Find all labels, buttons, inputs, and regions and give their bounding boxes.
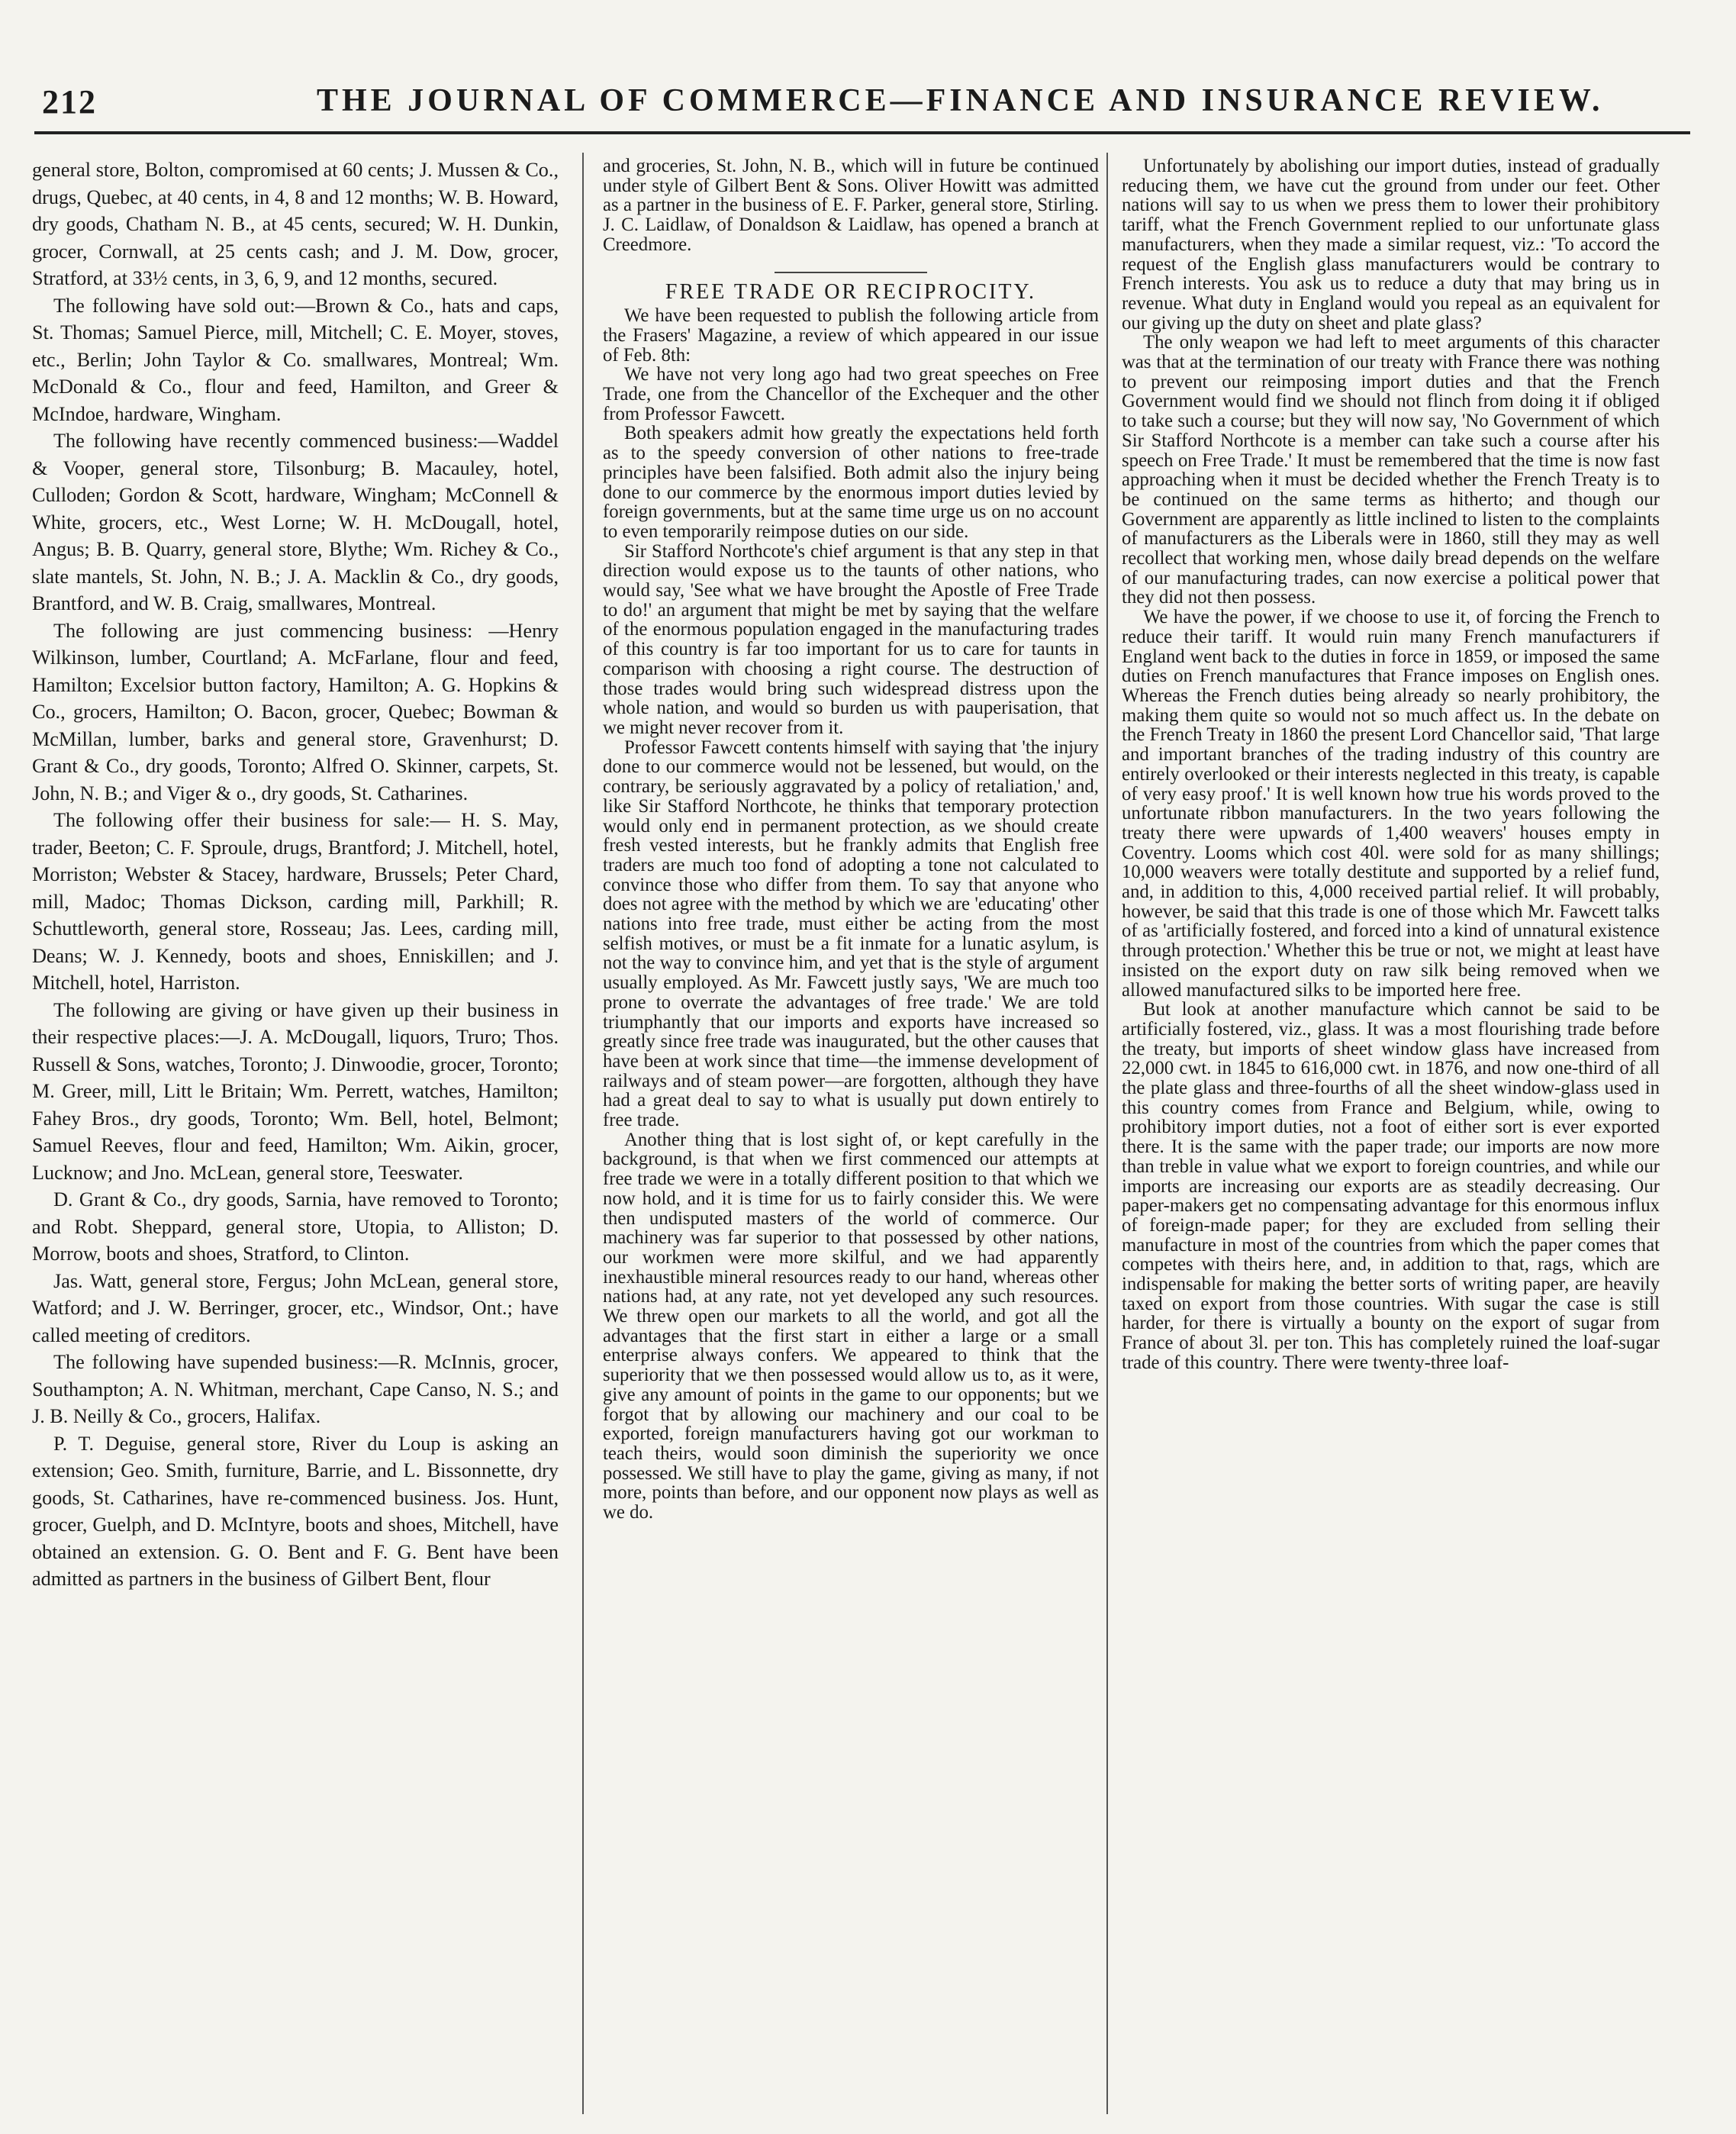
paragraph: D. Grant & Co., dry goods, Sarnia, have removed to Toronto; and Robt. Sheppard, general store, Utopia, to Alliston; D. Morrow, boots and shoes, Stratford, to Clinton. [32, 1188, 559, 1265]
paragraph: Both speakers admit how greatly the expectations held forth as to the speedy conversion of other nations to free-trade principles have been falsified. Both admit also the injury being done to our commerce by the enormous import duties levied by foreign governments, but at the same time urge us on no account to even temporarily reimpose duties on our side. [603, 423, 1099, 542]
header-rule [34, 131, 1690, 134]
paragraph: Unfortunately by abolishing our import duties, instead of gradually reducing them, we have cut the ground from under our feet. Other nations will say to us when we press them to lower their prohibitory tariff, what the French Government replied to our unfortunate glass manufacturers, when they made a similar request, viz.: 'To accord the request of the English glass manufacturers would be contrary to French interests. You ask us to reduce a duty that may bring us in revenue. What duty in England would you repeal as an equivalent for our giving up the duty on sheet and plate glass? [1122, 156, 1660, 334]
column-left [32, 156, 559, 2110]
paragraph: We have been requested to publish the following article from the Frasers' Magazine, a review of which appeared in our issue of Feb. 8th: [603, 305, 1099, 366]
paragraph: We have not very long ago had two great speeches on Free Trade, one from the Chancellor of the Exchequer and the other from Professor Fawcett. [603, 364, 1099, 424]
running-title: THE JOURNAL OF COMMERCE—FINANCE AND INSURANCE REVIEW. [317, 83, 1604, 118]
heading-rule [775, 272, 927, 273]
paragraph: The only weapon we had left to meet arguments of this character was that at the termination of our treaty with France there was nothing to prevent our reimposing import duties and that the French Government would find we should not flinch from doing it if obliged to take such a course; but they will now say, 'No Government of which Sir Stafford Northcote is a member can take such a course after his speech on Free Trade.' It must be remembered that the time is now fast approaching when it must be decided whether the French Treaty is to be continued on the same terms as hitherto; and though our Government are apparently as little inclined to listen to the complaints of manufacturers as the Liberals were in 1860, still they may as well recollect that working men, whose daily bread depends on the welfare of our manufacturing trades, can now exercise a political power that they did not then possess. [1122, 332, 1660, 608]
column-right [1122, 156, 1660, 2110]
page-number: 212 [42, 83, 97, 121]
column-middle [603, 156, 1099, 2110]
paragraph: general store, Bolton, compromised at 60 cents; J. Mussen & Co., drugs, Quebec, at 40 cents, in 4, 8 and 12 months; W. B. Howard, dry goods, Chatham N. B., at 45 cents, secured; W. H. Dunkin, grocer, Cornwall, at 25 cents cash; and J. M. Dow, grocer, Stratford, at 33½ cents, in 3, 6, 9, and 12 months, secured. [32, 159, 559, 289]
paragraph: Sir Stafford Northcote's chief argument is that any step in that direction would expose us to the taunts of other nations, who would say, 'See what we have brought the Apostle of Free Trade to do!' an argument that might be met by saying that the welfare of the enormous population engaged in the manufacturing trades of this country is far too important for us to care for taunts in comparison with choosing a right course. The destruction of those trades would bring such widespread distress upon the whole nation, and would so burden us with pauperisation, that we might never recover from it. [603, 540, 1099, 738]
paragraph: We have the power, if we choose to use it, of forcing the French to reduce their tariff. It would ruin many French manufacturers if England went back to the duties in force in 1859, or imposed the same duties on French manufactures that France imposes on English ones. Whereas the French duties being already so nearly prohibitory, the making them quite so would not so much affect us. In the debate on the French Treaty in 1860 the present Lord Chancellor said, 'That large and important branches of the trading industry of this country are entirely overlooked or their interests neglected in this treaty, is capable of very easy proof.' It is well known how true his words proved to the unfortunate ribbon manufacturers. In the two years following the treaty there were upwards of 1,400 weavers' houses empty in Coventry. Looms which cost 40l. were sold for as many shillings; 10,000 weavers were totally destitute and supported by a relief fund, and, in addition to this, 4,000 received partial relief. It will probably, however, be said that this trade is one of those which Mr. Fawcett talks of as 'artificially fostered, and forced into a kind of unnatural existence through protection.' Whether this be true or not, we might at least have insisted on the export duty on raw silk being removed when we allowed manufactured silks to be imported here free. [1122, 607, 1660, 1001]
paragraph: Another thing that is lost sight of, or kept carefully in the background, is that when we first commenced our attempts at free trade we were in a totally different position to that which we now hold, and it is time for us to fairly consider this. We were then undisputed masters of the world of commerce. Our machinery was far superior to that possessed by other nations, our workmen were more skilful, and we had apparently inexhaustible mineral resources ready to our hand, whereas other nations had, at any rate, not yet developed any such resources. We threw open our markets to all the world, and got all the advantages that the first start in either a large or a small enterprise always confers. We appeared to think that the superiority that we then possessed would allow us to, as it were, give any amount of points in the game to our opponents; but we forgot that by allowing our machinery and our coal to be exported, foreign manufacturers having got our workman to teach theirs, would soon diminish the superiority we once possessed. We still have to play the game, giving as many, if not more, points than before, and our opponent now plays as well as we do. [603, 1129, 1099, 1523]
paragraph: The following are just commencing business: —Henry Wilkinson, lumber, Courtland; A. McFarlane, flour and feed, Hamilton; Excelsior button factory, Hamilton; A. G. Hopkins & Co., grocers, Hamilton; O. Bacon, grocer, Quebec; Bowman & McMillan, lumber, barks and general store, Gravenhurst; D. Grant & Co., dry goods, Toronto; Alfred O. Skinner, carpets, St. John, N. B.; and Viger & o., dry goods, St. Catharines. [32, 619, 559, 804]
section-heading [603, 272, 1099, 302]
page-header [42, 82, 1690, 128]
column-divider [582, 153, 584, 2114]
section-heading-text: FREE TRADE OR RECIPROCITY. [665, 279, 1037, 304]
paragraph: P. T. Deguise, general store, River du Loup is asking an extension; Geo. Smith, furniture, Barrie, and L. Bissonnette, dry goods, St. Catharines, have re-commenced business. Jos. Hunt, grocer, Guelph, and D. McIntyre, boots and shoes, Mitchell, have obtained an extension. G. O. Bent and F. G. Bent have been admitted as partners in the business of Gilbert Bent, flour [32, 1432, 559, 1590]
paragraph: The following have recently commenced business:—Waddel & Vooper, general store, Tilsonburg; B. Macauley, hotel, Culloden; Gordon & Scott, hardware, Wingham; McConnell & White, grocers, etc., West Lorne; W. H. McDougall, hotel, Angus; B. B. Quarry, general store, Blythe; Wm. Richey & Co., slate mantels, St. John, N. B.; J. A. Macklin & Co., dry goods, Brantford, and W. B. Craig, smallwares, Montreal. [32, 430, 559, 614]
paragraph: The following have supended business:—R. McInnis, grocer, Southampton; A. N. Whitman, merchant, Cape Canso, N. S.; and J. B. Neilly & Co., grocers, Halifax. [32, 1351, 559, 1427]
paragraph: But look at another manufacture which cannot be said to be artificially fostered, viz., glass. It was a most flourishing trade before the treaty, but imports of sheet window glass have increased from 22,000 cwt. in 1845 to 616,000 cwt. in 1876, and now one-third of all the plate glass and three-fourths of all the sheet window-glass used in this country comes from France and Belgium, while, owing to prohibitory import duties, not a foot of either sort is ever exported there. It is the same with the paper trade; our imports are now more than treble in value what we export to foreign countries, and while our imports are increasing our exports are as steadily decreasing. Our paper-makers get no compensating advantage for this enormous influx of foreign-made paper; for they are excluded from selling their manufacture in most of the countries from which the paper comes that competes with theirs here, and, in addition to that, rags, which are indispensable for making the better sorts of writing paper, are heavily taxed on export from those countries. With sugar the case is still harder, for there is virtually a bounty on the export of sugar from France of about 3l. per ton. This has completely ruined the loaf-sugar trade of this country. There were twenty-three loaf- [1122, 999, 1660, 1373]
column-divider [1106, 153, 1108, 2114]
paragraph: and groceries, St. John, N. B., which will in future be continued under style of Gilbert Bent & Sons. Oliver Howitt was admitted as a partner in the business of E. F. Parker, general store, Stirling. J. C. Laidlaw, of Donaldson & Laidlaw, has opened a branch at Creedmore. [603, 156, 1099, 255]
paragraph: Jas. Watt, general store, Fergus; John McLean, general store, Watford; and J. W. Berringer, grocer, etc., Windsor, Ont.; have called meeting of creditors. [32, 1269, 559, 1346]
paragraph: The following are giving or have given up their business in their respective places:—J. A. McDougall, liquors, Truro; Thos. Russell & Sons, watches, Toronto; J. Dinwoodie, grocer, Toronto; M. Greer, mill, Litt le Britain; Wm. Perrett, watches, Hamilton; Fahey Bros., dry goods, Toronto; Wm. Bell, hotel, Belmont; Samuel Reeves, flour and feed, Hamilton; Wm. Aikin, grocer, Lucknow; and Jno. McLean, general store, Teeswater. [32, 998, 559, 1184]
paragraph: Professor Fawcett contents himself with saying that 'the injury done to our commerce would not be lessened, but would, on the contrary, be seriously aggravated by a policy of retaliation,' and, like Sir Stafford Northcote, he thinks that temporary protection would only end in permanent protection, as we should create fresh vested interests, but he frankly admits that English free traders are much too fond of adopting a tone not calculated to convince those who differ from them. To say that anyone who does not agree with the method by which we are 'educating' other nations into free trade, must either be acting from the most selfish motives, or must be a fit inmate for a lunatic asylum, is not the way to convince him, and yet that is the style of argument usually employed. As Mr. Fawcett justly says, 'We are much too prone to overrate the advantages of free trade.' We are told triumphantly that our imports and exports have increased so greatly since free trade was inaugurated, but the other causes that have been at work since that time—the immense development of railways and of steam power—are forgotten, although they have had a great deal to say to what is usually put down entirely to free trade. [603, 737, 1099, 1131]
paragraph: The following offer their business for sale:— H. S. May, trader, Beeton; C. F. Sproule, drugs, Brantford; J. Mitchell, hotel, Morriston; Webster & Stacey, hardware, Brussels; Peter Chard, mill, Madoc; Thomas Dickson, carding mill, Parkhill; R. Schuttleworth, general store, Rosseau; Jas. Lees, carding mill, Deans; W. J. Kennedy, boots and shoes, Enniskillen; and J. Mitchell, hotel, Harriston. [32, 809, 559, 994]
paragraph: The following have sold out:—Brown & Co., hats and caps, St. Thomas; Samuel Pierce, mill, Mitchell; C. E. Moyer, stoves, etc., Berlin; John Taylor & Co. smallwares, Montreal; Wm. McDonald & Co., flour and feed, Hamilton, and Greer & McIndoe, hardware, Wingham. [32, 294, 559, 425]
